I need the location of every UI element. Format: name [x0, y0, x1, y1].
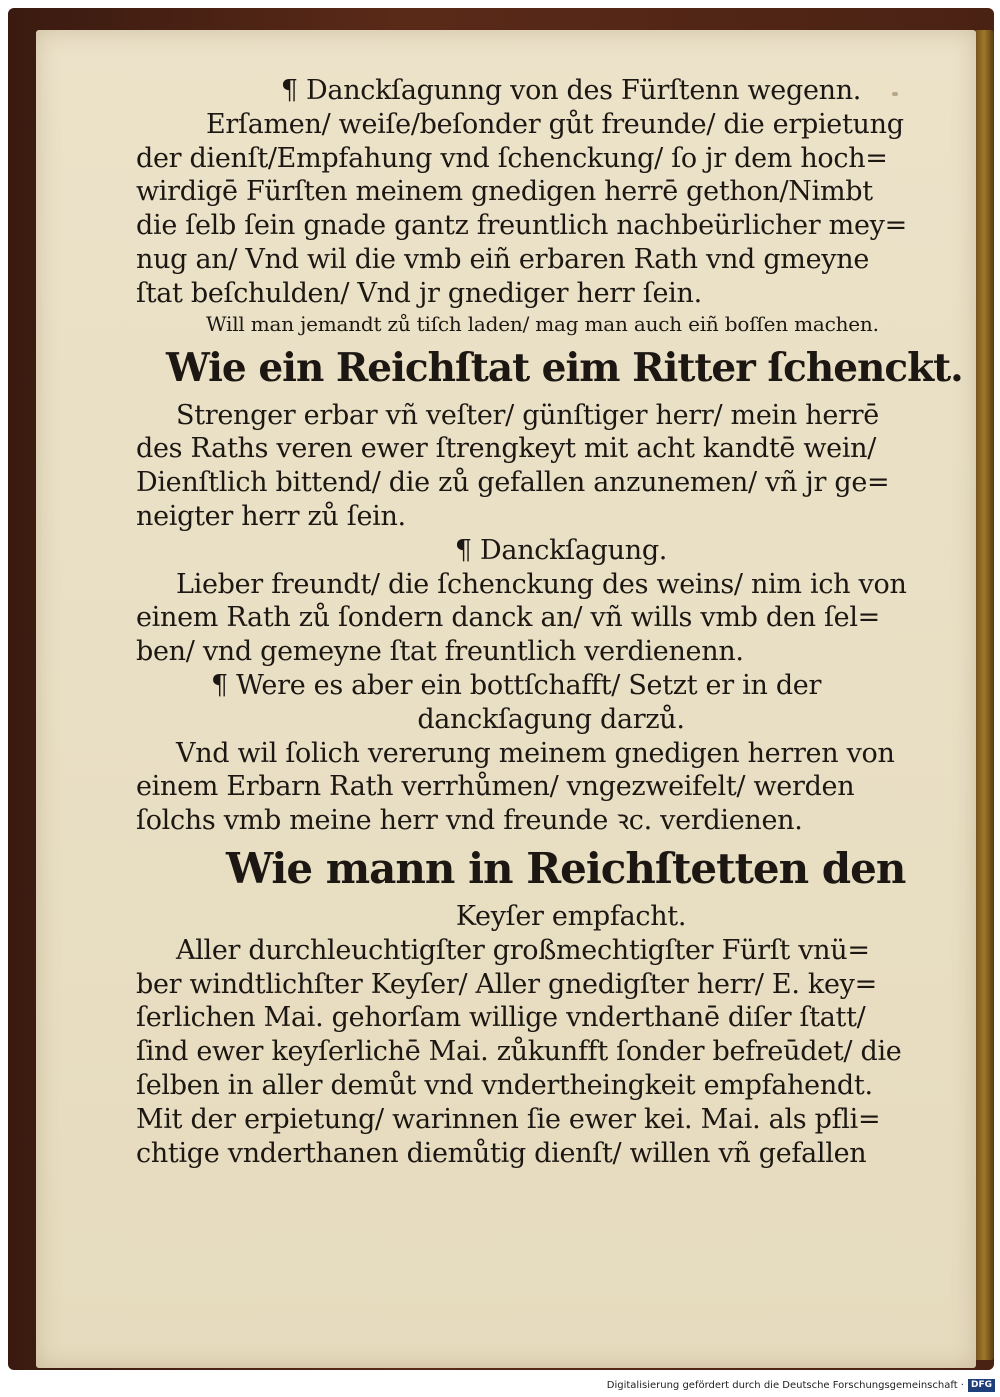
dfg-logo: DFG: [968, 1379, 995, 1392]
paper-page: [36, 30, 976, 1368]
text-line: einem Erbarn Rath verrhůmen/ vngezweifelt/ werden: [136, 771, 855, 803]
text-line: Strenger erbar vñ veſter/ günſtiger herr/ mein herrē: [176, 399, 879, 431]
section-title-line: ¶ Danckſagunng von des Fürſtenn wegenn.: [280, 75, 862, 106]
text-line: des Raths veren ewer ſtrengkeyt mit acht kandtē wein/: [136, 433, 877, 465]
text-line: ſelben in aller demůt vnd vndertheingkeit empfahendt.: [136, 1069, 873, 1101]
text-line: Lieber freundt/ die ſchenckung des weins/ nim ich von: [176, 568, 907, 600]
subheading-line: Keyſer empfacht.: [455, 900, 687, 932]
digitization-credit: [0, 1377, 995, 1395]
text-line: ¶ Were es aber ein bottſchafft/ Setzt er in der: [211, 669, 822, 701]
text-line: ſolchs vmb meine herr vnd freunde ꝛc. verdienen.: [136, 805, 803, 837]
text-line: neigter herr zů ſein.: [136, 500, 406, 532]
text-line: einem Rath zů ſondern danck an/ vñ wills vmb den ſel=: [136, 602, 880, 634]
heading-line: Wie mann in Reichſtetten den: [226, 843, 906, 893]
text-line: ber windtlichſter Keyſer/ Aller gnedigſter herr/ E. key=: [136, 968, 877, 1000]
text-line: chtige vnderthanen diemůtig dienſt/ willen vñ gefallen: [136, 1137, 867, 1169]
blackletter-text-block: [136, 74, 966, 1170]
text-line: ſtat beſchulden/ Vnd jr gnediger herr ſein.: [136, 277, 702, 309]
text-line: Dienſtlich bittend/ die zů gefallen anzunemen/ vñ jr ge=: [136, 467, 890, 499]
text-line: die ſelb ſein gnade gantz freuntlich nachbeürlicher mey=: [136, 210, 907, 242]
text-line: ſind ewer keyſerlichē Mai. zůkunfft ſonder befreūdet/ die: [136, 1036, 902, 1068]
credit-text: Digitalisierung gefördert durch die Deutsche Forschungsgemeinschaft ·: [606, 1380, 964, 1391]
text-line: Mit der erpietung/ warinnen ſie ewer kei. Mai. als pfli=: [136, 1103, 881, 1135]
text-line: Vnd wil ſolich vererung meinem gnedigen herren von: [176, 737, 895, 769]
section-title-line: ¶ Danckſagung.: [454, 534, 668, 566]
text-line: der dienſt/Empfahung vnd ſchenckung/ ſo jr dem hoch=: [136, 142, 888, 174]
note-line: Will man jemandt zů tiſch laden/ mag man auch eiñ boſſen machen.: [206, 311, 879, 336]
text-line: ſerlichen Mai. gehorſam willige vnderthanē diſer ſtatt/: [136, 1002, 866, 1034]
text-line: danckſagung darzů.: [417, 703, 685, 735]
text-line: wirdigē Fürſten meinem gnedigen herrē gethon/Nimbt: [136, 176, 873, 208]
text-line: Erſamen/ weiſe/beſonder gůt freunde/ die erpietung: [206, 108, 904, 140]
text-line: Aller durchleuchtigſter großmechtigſter Fürſt vnü=: [176, 934, 870, 966]
book-spine-edge: [974, 30, 994, 1360]
text-line: nug an/ Vnd wil die vmb eiñ erbaren Rath vnd gmeyne: [136, 243, 870, 275]
heading-line: Wie ein Reichſtat eim Ritter ſchenckt.: [166, 344, 963, 391]
text-line: ben/ vnd gemeyne ſtat freuntlich verdienenn.: [136, 636, 744, 668]
